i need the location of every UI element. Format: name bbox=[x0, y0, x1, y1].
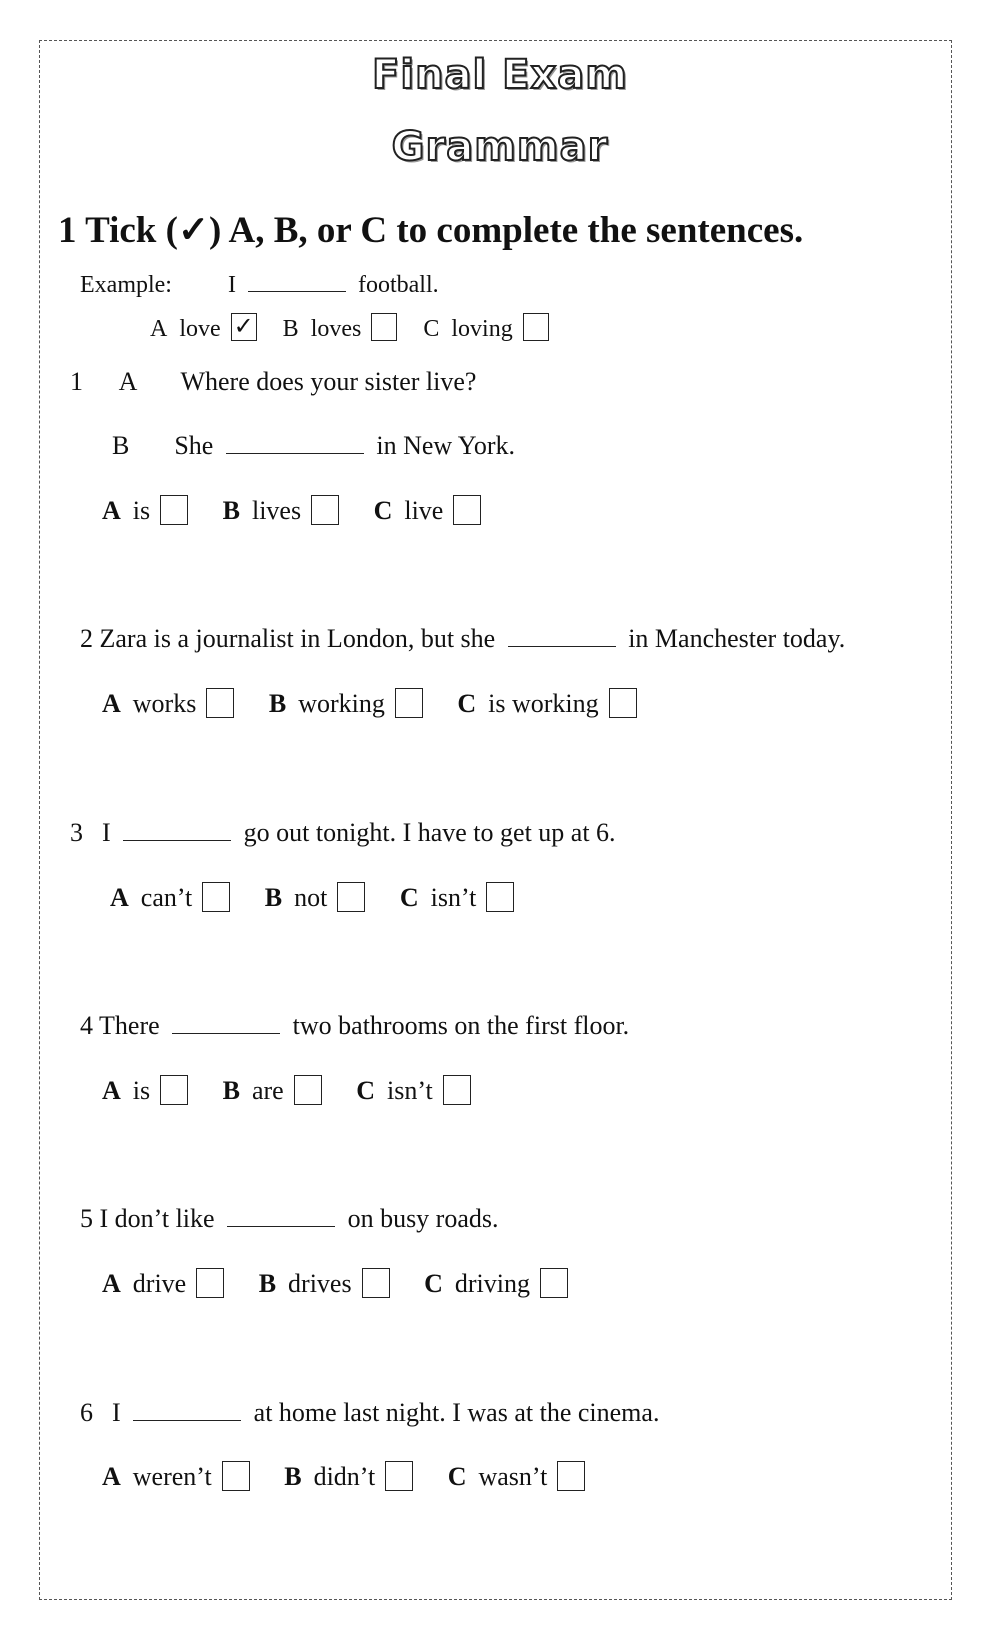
question-post: two bathrooms on the first floor. bbox=[292, 1011, 630, 1040]
answer-blank bbox=[508, 645, 616, 647]
option-text: loving bbox=[451, 316, 513, 342]
option-text: isn’t bbox=[387, 1076, 433, 1105]
answer-blank bbox=[172, 1032, 280, 1034]
answer-blank bbox=[123, 839, 231, 841]
option-letter: B bbox=[222, 1076, 240, 1105]
question-1-line-b bbox=[112, 431, 515, 461]
option-letter: C bbox=[457, 689, 477, 718]
question-2-line bbox=[80, 624, 845, 654]
example-label: Example: bbox=[80, 272, 172, 298]
option-letter: C bbox=[423, 316, 440, 342]
question-pre: I bbox=[102, 818, 111, 847]
option-letter: C bbox=[373, 496, 393, 525]
question-1-options bbox=[102, 496, 509, 528]
page-title: Final Exam bbox=[372, 52, 628, 98]
question-5-line bbox=[80, 1204, 499, 1234]
option-text: works bbox=[132, 689, 197, 718]
checkbox-ticked[interactable]: ✓ bbox=[231, 313, 257, 341]
question-post: on busy roads. bbox=[347, 1204, 499, 1233]
option-letter: A bbox=[102, 1076, 121, 1105]
question-3-line bbox=[70, 818, 616, 848]
option-letter: C bbox=[447, 1462, 467, 1491]
question-pre: There bbox=[99, 1011, 160, 1040]
example-post: football. bbox=[357, 272, 439, 298]
question-4-line bbox=[80, 1011, 629, 1041]
checkbox[interactable] bbox=[609, 688, 637, 718]
option-letter: A bbox=[102, 1269, 121, 1298]
option-text: lives bbox=[251, 496, 302, 525]
checkbox[interactable] bbox=[196, 1268, 224, 1298]
option-text: drive bbox=[132, 1269, 187, 1298]
question-pre: I bbox=[112, 1398, 121, 1427]
answer-blank bbox=[226, 452, 364, 454]
option-letter: A bbox=[110, 883, 129, 912]
option-letter: C bbox=[356, 1076, 375, 1105]
question-3-options bbox=[110, 883, 542, 915]
option-text: is bbox=[132, 496, 151, 525]
checkbox[interactable] bbox=[362, 1268, 390, 1298]
question-pre: Zara is a journalist in London, but she bbox=[99, 624, 496, 653]
checkbox[interactable] bbox=[443, 1075, 471, 1105]
question-number: 1 bbox=[70, 367, 83, 396]
checkbox[interactable] bbox=[160, 495, 188, 525]
question-number: 3 bbox=[70, 818, 83, 847]
example-pre: I bbox=[227, 272, 236, 298]
option-letter: B bbox=[222, 496, 240, 525]
option-letter: C bbox=[424, 1269, 443, 1298]
checkbox[interactable] bbox=[202, 882, 230, 912]
option-letter: B bbox=[264, 883, 283, 912]
option-letter: B bbox=[268, 689, 287, 718]
option-letter: A bbox=[102, 496, 121, 525]
option-letter: B bbox=[284, 1462, 302, 1491]
option-text: loves bbox=[310, 316, 362, 342]
speaker-label: B bbox=[112, 431, 130, 460]
option-text: can’t bbox=[140, 883, 193, 912]
question-6-line bbox=[80, 1398, 659, 1428]
checkbox[interactable] bbox=[385, 1461, 413, 1491]
checkbox[interactable] bbox=[311, 495, 339, 525]
question-pre: I don’t like bbox=[99, 1204, 215, 1233]
option-letter: B bbox=[258, 1269, 277, 1298]
option-text: drives bbox=[288, 1269, 352, 1298]
option-letter: A bbox=[150, 316, 168, 342]
option-text: love bbox=[179, 316, 221, 342]
question-number: 2 bbox=[80, 624, 93, 653]
question-6-options bbox=[102, 1462, 613, 1494]
option-text: driving bbox=[454, 1269, 530, 1298]
option-text: is bbox=[132, 1076, 151, 1105]
question-number: 4 bbox=[80, 1011, 93, 1040]
question-post: at home last night. I was at the cinema. bbox=[253, 1398, 660, 1427]
option-text: isn’t bbox=[430, 883, 477, 912]
option-text: weren’t bbox=[132, 1462, 212, 1491]
checkbox[interactable] bbox=[395, 688, 423, 718]
checkbox[interactable] bbox=[160, 1075, 188, 1105]
question-1-line-a bbox=[70, 367, 476, 397]
checkbox[interactable] bbox=[453, 495, 481, 525]
question-2-options bbox=[102, 689, 665, 721]
checkbox[interactable] bbox=[206, 688, 234, 718]
option-text: not bbox=[294, 883, 328, 912]
example-options bbox=[150, 316, 569, 344]
answer-blank bbox=[248, 290, 346, 292]
checkbox[interactable] bbox=[540, 1268, 568, 1298]
option-text: didn’t bbox=[313, 1462, 376, 1491]
checkbox[interactable] bbox=[222, 1461, 250, 1491]
option-text: working bbox=[298, 689, 385, 718]
option-text: live bbox=[404, 496, 444, 525]
example-line bbox=[80, 272, 439, 299]
question-pre: She bbox=[174, 431, 214, 460]
checkbox[interactable] bbox=[371, 313, 397, 341]
answer-blank bbox=[133, 1419, 241, 1421]
checkbox[interactable] bbox=[523, 313, 549, 341]
instruction-heading: 1 Tick (✓) A, B, or C to complete the sentences. bbox=[58, 210, 804, 251]
checkbox[interactable] bbox=[557, 1461, 585, 1491]
option-text: wasn’t bbox=[478, 1462, 548, 1491]
option-text: is working bbox=[488, 689, 599, 718]
option-text: are bbox=[251, 1076, 284, 1105]
checkbox[interactable] bbox=[294, 1075, 322, 1105]
option-letter: A bbox=[102, 1462, 121, 1491]
question-5-options bbox=[102, 1269, 596, 1301]
option-letter: C bbox=[399, 883, 419, 912]
checkbox[interactable] bbox=[337, 882, 365, 912]
question-post: in New York. bbox=[376, 431, 516, 460]
option-letter: A bbox=[102, 689, 121, 718]
question-text: Where does your sister live? bbox=[180, 367, 477, 396]
question-post: go out tonight. I have to get up at 6. bbox=[243, 818, 616, 847]
page-subtitle: Grammar bbox=[391, 124, 609, 170]
question-post: in Manchester today. bbox=[628, 624, 846, 653]
answer-blank bbox=[227, 1225, 335, 1227]
question-number: 6 bbox=[80, 1398, 93, 1427]
speaker-label: A bbox=[118, 367, 136, 396]
option-letter: B bbox=[282, 316, 299, 342]
checkbox[interactable] bbox=[486, 882, 514, 912]
question-number: 5 bbox=[80, 1204, 93, 1233]
question-4-options bbox=[102, 1076, 499, 1108]
